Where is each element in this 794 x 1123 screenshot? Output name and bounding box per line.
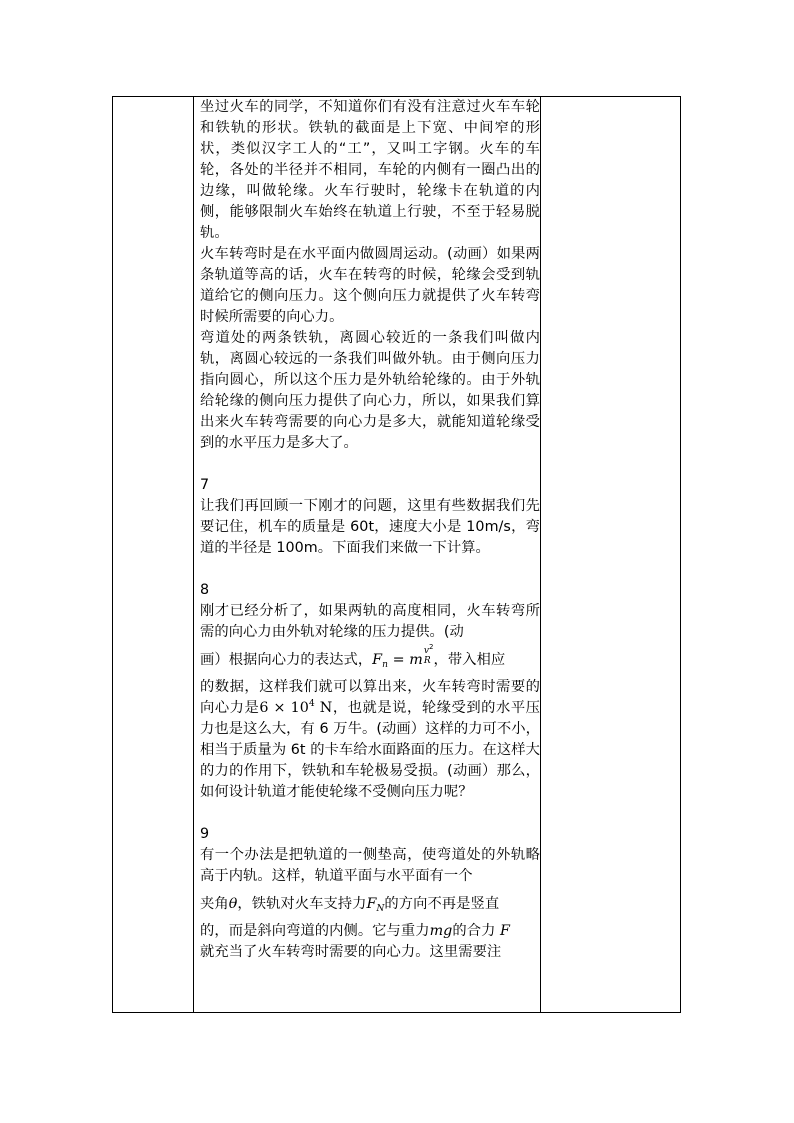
- paragraph-turning-motion: 火车转弯时是在水平面内做圆周运动。(动画）如果两条轨道等高的话，火车在转弯的时候，轮缘会受到轨道给它的侧向压力。这个侧向压力就提供了火车转弯时候所需要的向心力。: [200, 246, 540, 325]
- script-cell: [200, 97, 540, 1012]
- paragraph-banked-track: 有一个办法是把轨道的一侧垫高，使弯道处的外轨略高于内轨。这样，轨道平面与水平面有一个: [200, 847, 540, 884]
- column-divider-left: [193, 97, 194, 1012]
- paragraph-given-data: 让我们再回顾一下刚才的问题，这里有些数据我们先要记住，机车的质量是 60t，速度大小是 10m/s，弯道的半径是 100m。下面我们来做一下计算。: [200, 498, 540, 556]
- paragraph-rail-shape: 坐过火车的同学，不知道你们有没有注意过火车车轮和铁轨的形状。铁轨的截面是上下宽、中间窄的形状，类似汉字工人的“工”，又叫工字钢。火车的车轮，各处的半径并不相同，车轮的内侧有一圈凸出的边缘，叫做轮缘。火车行驶时，轮缘卡在轨道的内侧，能够限制火车始终在轨道上行驶，不至于轻易脱轨。: [200, 99, 540, 241]
- paragraph-angle-line: 夹角θ，铁轨对火车支持力$F_N$的方向不再是竖直: [200, 896, 500, 914]
- column-divider-right: [540, 97, 541, 1012]
- slide-number-8: 8: [200, 582, 210, 598]
- paragraph-resultant-force: 的，而是斜向弯道的内侧。它与重力mg的合力 F 就充当了火车转弯时需要的向心力。这里需要注: [200, 923, 510, 960]
- paragraph-formula-line: 画）根据向心力的表达式，$F_n = m$ $v^2$ R ，带入相应: [200, 643, 506, 670]
- paragraph-force-analysis: 刚才已经分析了，如果两轨的高度相同，火车转弯所需的向心力由外轨对轮缘的压力提供。(动: [200, 603, 540, 640]
- lesson-table: [112, 96, 681, 1013]
- centripetal-formula: $F_n = m$ $v^2$ R: [372, 643, 434, 670]
- force-value: $6 \times 10^4$ N: [259, 699, 333, 716]
- paragraph-inner-outer-rail: 弯道处的两条铁轨，离圆心较近的一条我们叫做内轨，离圆心较远的一条我们叫做外轨。由于侧向压力指向圆心，所以这个压力是外轨给轮缘的。由于外轨给轮缘的侧向压力提供了向心力，所以，如果我们算出来火车转弯需要的向心力是多大，就能知道轮缘受到的水平压力是多大了。: [200, 330, 540, 451]
- paragraph-force-result: 的数据，这样我们就可以算出来，火车转弯时需要的向心力是$6 \times 10^4$ N，也就是说，轮缘受到的水平压力也是这么大，有 6 万牛。(动画）这样的力可不小，相当于质量为 6t 的卡车给水面路面的压力。在这样大的力的作用下，铁轨和车轮极易受损。(动画）那么，如何设计轨道才能使轮缘不受侧向压力呢？: [200, 679, 540, 800]
- slide-number-9: 9: [200, 826, 210, 842]
- slide-number-7: 7: [200, 477, 210, 493]
